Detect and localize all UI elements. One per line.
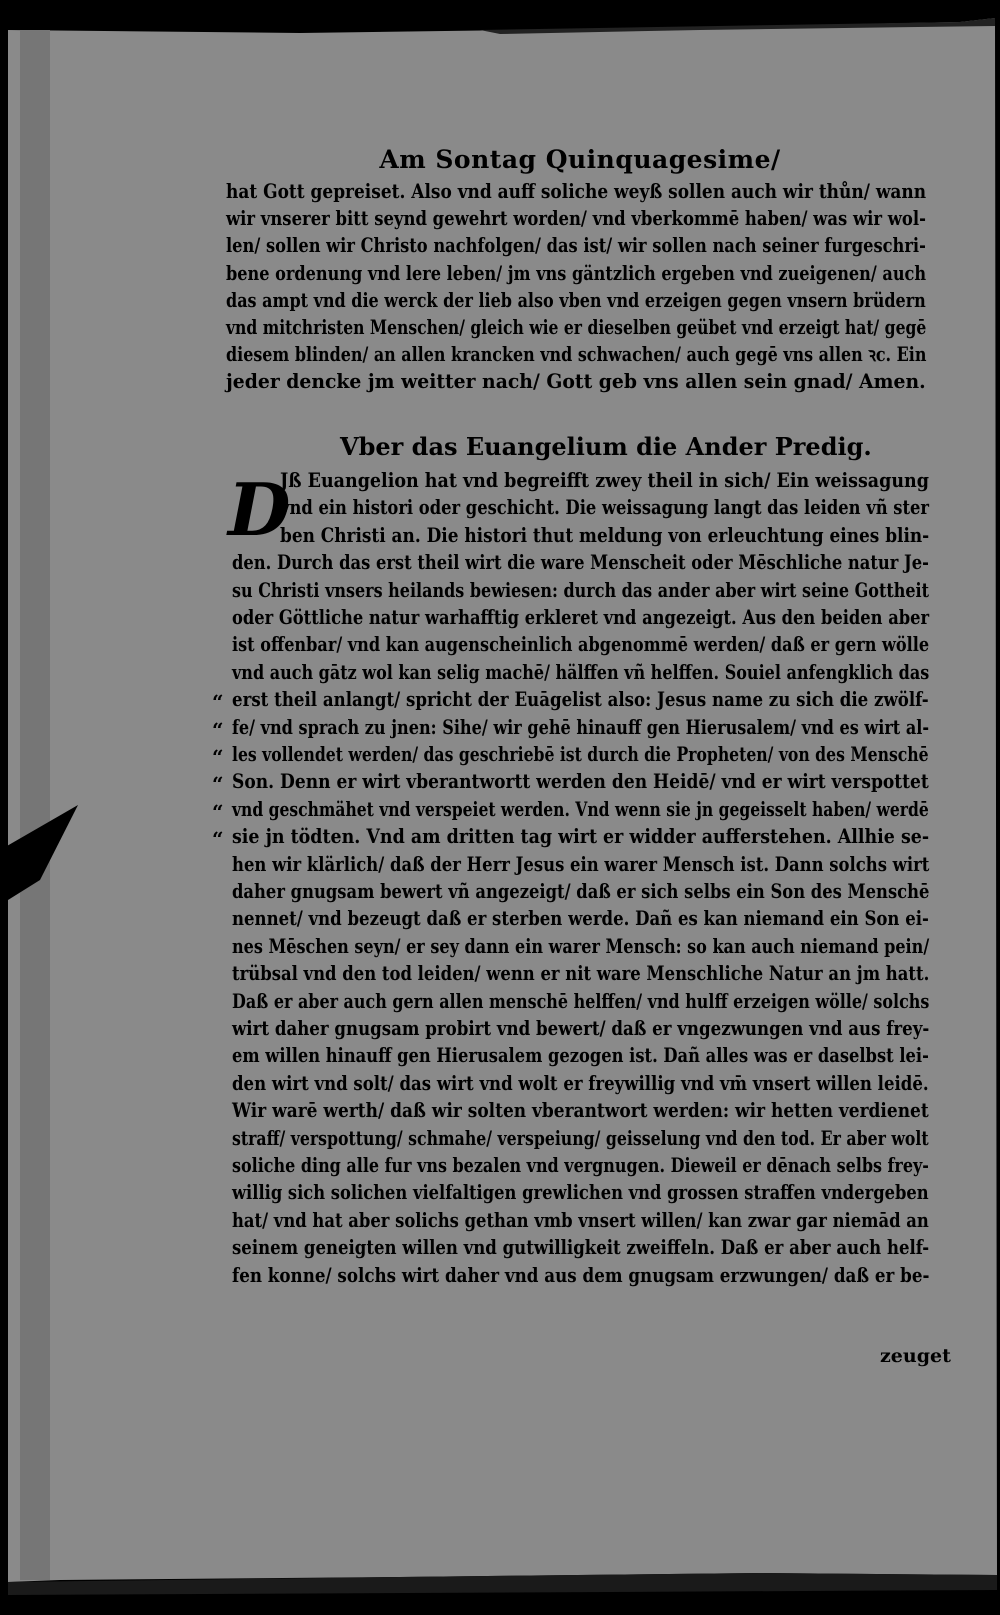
catchword: zeuget <box>880 1345 951 1367</box>
sermon-heading: Vber das Euangelium die Ander Predig. <box>340 432 872 461</box>
text-line: ist offenbar/ vnd kan augenscheinlich abgenommē werden/ daß er gern wölle <box>232 633 930 657</box>
quote-mark: “ <box>212 772 224 797</box>
text-line: Wir warē werth/ daß wir solten vberantwort werden: wir hetten verdienet <box>232 1099 929 1123</box>
text-line: sie jn tödten. Vnd am dritten tag wirt er widder aufferstehen. Allhie se- <box>232 825 930 849</box>
text-line: wir vnserer bitt seynd gewehrt worden/ vnd vberkommē haben/ was wir wol- <box>226 207 926 231</box>
text-line: vnd mitchristen Menschen/ gleich wie er dieselben geübet vnd erzeigt hat/ gegē <box>226 316 927 339</box>
text-line: Jß Euangelion hat vnd begreifft zwey theil in sich/ Ein weissagung <box>280 469 929 492</box>
text-line: erst theil anlangt/ spricht der Euāgelist also: Jesus name zu sich die zwölf- <box>232 688 929 712</box>
text-line: bene ordenung vnd lere leben/ jm vns gäntzlich ergeben vnd zueigenen/ auch <box>226 261 927 285</box>
text-line: soliche ding alle fur vns bezalen vnd vergnugen. Dieweil er dēnach selbs frey- <box>232 1154 929 1177</box>
text-line: su Christi vnsers heilands bewiesen: durch das ander aber wirt seine Gottheit <box>232 578 929 602</box>
text-line: den. Durch das erst theil wirt die ware Menscheit oder Mēschliche natur Je- <box>232 551 929 575</box>
text-line: den wirt vnd solt/ das wirt vnd wolt er freywillig vnd vm̄ vnsert willen leidē. <box>232 1071 929 1095</box>
text-line: jeder dencke jm weitter nach/ Gott geb vns allen sein gnad/ Amen. <box>226 370 926 394</box>
text-line: fe/ vnd sprach zu jnen: Sihe/ wir gehē hinauff gen Hierusalem/ vnd es wirt al- <box>232 715 930 739</box>
text-line: daher gnugsam bewert vñ angezeigt/ daß er sich selbs ein Son des Menschē <box>232 880 930 903</box>
text-line: em willen hinauff gen Hierusalem gezogen ist. Dañ alles was er daselbst lei- <box>232 1044 929 1068</box>
text-line: Son. Denn er wirt vberantwortt werden den Heidē/ vnd er wirt verspottet <box>232 770 929 794</box>
text-line: Daß er aber auch gern allen menschē helffen/ vnd hulff erzeigen wölle/ solchs <box>232 989 930 1013</box>
drop-cap: D <box>228 467 291 552</box>
quote-mark: “ <box>212 799 224 824</box>
text-line: nes Mēschen seyn/ er sey dann ein warer Mensch: so kan auch niemand pein/ <box>232 934 930 958</box>
text-line: hat/ vnd hat aber solichs gethan vmb vnsert willen/ kan zwar gar niemād an <box>232 1208 929 1232</box>
quote-mark: “ <box>212 827 224 852</box>
text-line: les vollendet werden/ das geschriebē ist durch die Propheten/ von des Menschē <box>232 743 929 766</box>
text-line: vnd geschmähet vnd verspeiet werden. Vnd wenn sie jn gegeisselt haben/ werdē <box>232 797 929 821</box>
text-line: diesem blinden/ an allen krancken vnd schwachen/ auch gegē vns allen ꝛc. Ein <box>226 343 927 367</box>
text-line: seinem geneigten willen vnd gutwilligkeit zweiffeln. Daß er aber auch helf- <box>232 1236 930 1260</box>
quote-mark: “ <box>212 717 224 742</box>
text-line: nennet/ vnd bezeugt daß er sterben werde. Dañ es kan niemand ein Son ei- <box>232 907 929 931</box>
text-line: oder Göttliche natur warhafftig erkleret vnd angezeigt. Aus den beiden aber <box>232 606 930 629</box>
text-line: trübsal vnd den tod leiden/ wenn er nit ware Menschliche Natur an jm hatt. <box>232 962 930 986</box>
text-line: fen konne/ solchs wirt daher vnd aus dem gnugsam erzwungen/ daß er be- <box>232 1263 930 1287</box>
text-line: straff/ verspottung/ schmahe/ verspeiung/ geisselung vnd den tod. Er aber wolt <box>232 1126 929 1150</box>
text-line: ben Christi an. Die histori thut meldung von erleuchtung eines blin- <box>280 523 930 547</box>
text-line: vnd auch gātz wol kan selig machē/ hälffen vñ helffen. Souiel anfengklich das <box>232 660 930 684</box>
quote-mark: “ <box>212 745 224 769</box>
text-line: vnd ein histori oder geschicht. Die weissagung langt das leiden vñ ster <box>280 496 929 520</box>
text-line: willig sich solichen vielfaltigen grewlichen vnd grossen straffen vndergeben <box>232 1181 929 1205</box>
text-line: hen wir klärlich/ daß der Herr Jesus ein warer Mensch ist. Dann solchs wirt <box>232 852 930 876</box>
text-line: len/ sollen wir Christo nachfolgen/ das ist/ wir sollen nach seiner furgeschri- <box>226 234 926 258</box>
text-line: wirt daher gnugsam probirt vnd bewert/ daß er vngezwungen vnd aus frey- <box>232 1017 930 1040</box>
text-line: hat Gott gepreiset. Also vnd auff soliche weyß sollen auch wir thůn/ wann <box>226 180 927 203</box>
quote-mark: “ <box>212 690 224 715</box>
text-line: das ampt vnd die werck der lieb also vben vnd erzeigen gegen vnsern brüdern <box>226 288 926 312</box>
running-head: Am Sontag Quinquagesime/ <box>379 145 781 174</box>
